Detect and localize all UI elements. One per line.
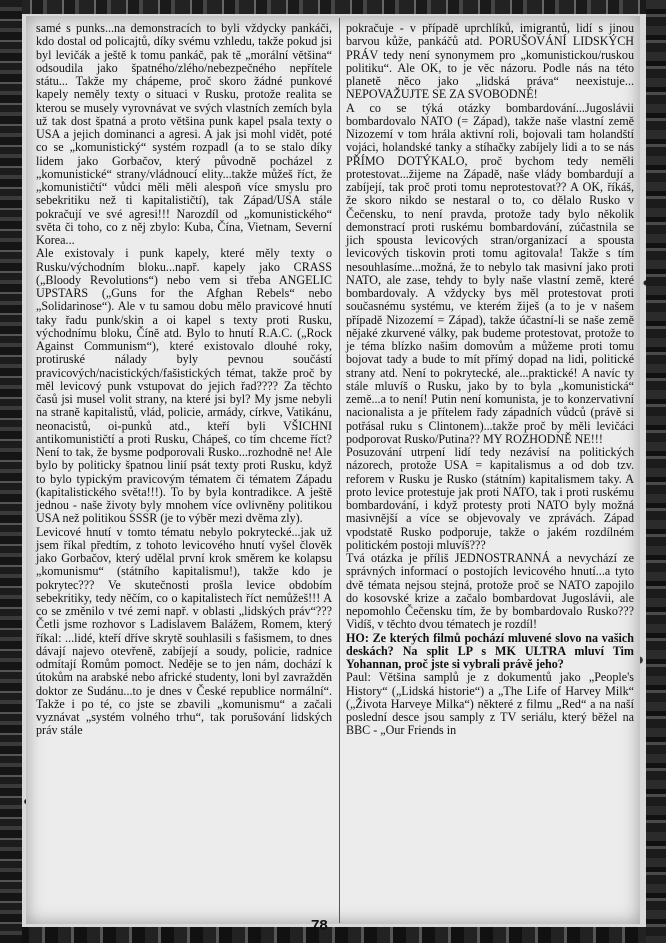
photocopy-edge-top [0,0,666,14]
text-column-right [346,22,634,738]
paragraph: samé s punks...na demonstracích to byli vždycky pankáči, kdo dostal od policajtů, díky svému vzhledu, takže pokud jsi byl levičák a ještě k tomu pankáč, pak tě „morální většina“ odsoudila jako špatného/zlého/nebezpečného nepřítele státu... Takže my chápeme, proč skoro žádné punkové kapely neměly texty o situaci v Rusku, protože realita se kterou se musely vyrovnávat ve svých vlastních zemích byla už tak dost špatná a proto většina punk kapel psala texty o USA a jejich dominanci a agresi. A jak jsi mohl vidět, poté co se „komunistický“ systém rozpadl (a to se stalo díky lidem jako Gorbačov, který původně pocházel z „komunistické“ strany/vládnoucí elity...takže můžeš říct, že „komunističtí“ vůdci měli měli alespoň více smyslu pro sebekritiku než ti kapitalističtí), tak Západ/USA stále pokračují ve své agresi!!! Narozdíl od „komunistického“ světa či toho, co z něj zbylo: Kuba, Čína, Vietnam, Severní Korea... [36,21,332,247]
photocopy-edge-bottom [0,927,666,943]
paragraph: pokračuje - v případě uprchlíků, imigrantů, lidí s jinou barvou kůže, pankáčů atd. PORUŠOVÁNÍ LIDSKÝCH PRÁV tedy není synonymem pro „komunistickou/ruskou politiku“. Ale OK, to je věc názoru. Podle nás na této planetě něco jako „lidská práva“ neexistuje... NEPOVAŽUJTE SE ZA SVOBODNÉ! [346,21,634,102]
text-column-left [36,22,332,738]
column-divider [339,18,340,923]
photocopy-edge-right [646,0,666,943]
interview-question: HO: Ze kterých filmů pochází mluvené slovo na vašich deskách? Na split LP s MK ULTRA mluví Tim Yohannan, proč jste si vybrali právě jeho? [346,630,634,671]
interview-answer: Paul: Většina samplů je z dokumentů jako „People's History“ („Lidská historie“) a „The Life of Harvey Milk“ („Života Harveye Milka“) některé z filmu „Red“ a na naší poslední desce jsou samply z TV seriálu, který běžel na BBC - „Our Friends in [346,670,634,738]
paragraph: Tvá otázka je příliš JEDNOSTRANNÁ a nevychází ze správných informací o postojích levicového hnutí...a tyto dvě témata nejsou stejná, protože proč se NATO zapojilo do kosovské krize a začalo bombardovat Jugoslávii, ale nepomohlo Čečensku tím, že by bombardovalo Rusko??? Vidíš, v těchto dvou tématech je rozdíl! [346,551,634,632]
paragraph: A co se týká otázky bombardování...Jugoslávii bombardovalo NATO (= Západ), takže naše vlastní země Nizozemí v tom hrála aktivní roli, bojovali tam holandští vojáci, holandské tanky a stíhačky zabíjely lidi a to se nás PŘÍMO DOTÝKALO, proč bychom tedy neměli protestovat...žijeme na Západě, naše vlády bombardují a zabíjejí, tak proč proti tomu neprotestovat?? A OK, říkáš, že skoro nikdo se nestaral o to, co dělalo Rusko v Čečensku, to není pravda, protože tady bylo několik demonstrací proti ruskému bombardování, zúčastnila se jich spousta levicových stran/organizací a spousta levicových tiskovin proti tomu agitovala! Takže s tím nesouhlasíme...možná, že to nebylo tak masivní jako proti NATO, ale zase, tehdy to byly naše vlastní země, které bombardovaly. A vždycky bys měl protestovat proti současnému systému, ve kterém žiješ (a to je v našem případě Nizozemí = Západ), takže účastní-li se naše země nějaké zkurvené války, pak budeme protestovat, protože to je téma blízko našim domovům a můžeme proti tomu bojovat tady a bude to mít přímý dopad na lidi, politické strany atd. Není to pokrytecké, ale...praktické! A navíc ty stále mluvíš o Rusku, jako by to byla „komunistická“ země...a to není! Putin není komunista, je to konzervativní nacionalista a je přítelem řady západních vůdců (právě si potřásal ruku s Clintonem)...takže proč by měli levičáci podporovat Rusko/Putina?? MY ROZHODNĚ NE!!! [346,100,634,446]
photocopy-edge-left [0,0,22,943]
page-number: 78 [311,917,328,934]
paragraph: Ale existovaly i punk kapely, které měly texty o Rusku/východním bloku...např. kapely jako CRASS („Bloody Revolutions“) nebo vem si třeba ANGELIC UPSTARS („Guns for the Afghan Rebels“ nebo „Solidarinose“). Ale v tu samou dobu mělo pravicové hnutí taky řadu punk/skin a oi kapel s texty proti Rusku, východnímu bloku, Číně atd. Bylo to hnutí R.A.C. („Rock Against Communism“), které existovalo dlouhé roky, protiruské nálady byly pevnou součástí pravicových/nacistických/fašistických témat, takže proč by měl levicový punk vstupovat do jejich řad???? Za těchto časů jsi musel volit strany, na které jsi byl? My jsme nebyli na straně kapitalistů, vlád, policie, armády, církve, Vatikánu, neonacistů, oi-punků atd., kteří byli VŠICHNI antikomunističtí a proti Rusku, Chápeš, co tím chceme říct? Není to tak, že bysme podporovali Rusko...rozhodně ne! Ale bylo by politicky špatnou linií psát texty proti Rusku, když to bylo typickým pravicovým tématem či tématem Západu (kapitalistického světa!!!). To by byla kontradikce. A ještě jednou - naše životy byly mnohem více ovlivněny politikou USA než politikou SSSR (je to výběr mezi dvěma zly). [36,246,332,526]
paragraph: Levicové hnutí v tomto tématu nebylo pokrytecké...jak už jsem říkal předtím, z tohoto levicového hnutí vyšel člověk jako Gorbačov, který udělal první krok směrem ke kolapsu „komunismu“ (státního kapitalismu!), takže kdo je pokrytec??? Ve skutečnosti prošla levice obdobím sebekritiky, tedy něčím, co o kapitalistech říct nemůžeš!!! A co se změnilo v tvé zemi např. v oblasti „lidských práv“??? Četli jsme rozhovor s Ladislavem Balážem, Romem, který říkal: ...lidé, kteří dříve skrytě souhlasili s fašismem, to dnes dávají najevo otevřeně, zabíjejí a soudy, policie, radnice odmítají Romům pomoct. Neděje se to jen nám, dochází k útokům na arabské nebo africké studenty, loni byl zavražděn doktor ze Sudánu...to je dnes v České republice normální“. Takže i po té, co jste se zbavili „komunismu“ a začali vyznávat „systém volného trhu“, tak porušování lidských práv stále [36,524,332,738]
paragraph: Posuzování utrpení lidí tedy nezávisí na politických názorech, protože USA = kapitalismus a od dob tzv. reforem v Rusku je Rusko (státním) kapitalismem taky. A proto levice protestuje jak proti NATO, tak i proti ruskému bombardování, i když protesty proti NATO byly možná masivnější a více se objevovaly ve zprávách. Západ vpodstatě Rusko podporuje, takže o jakém rozdílném politickém postoji mluvíš??? [346,445,634,552]
